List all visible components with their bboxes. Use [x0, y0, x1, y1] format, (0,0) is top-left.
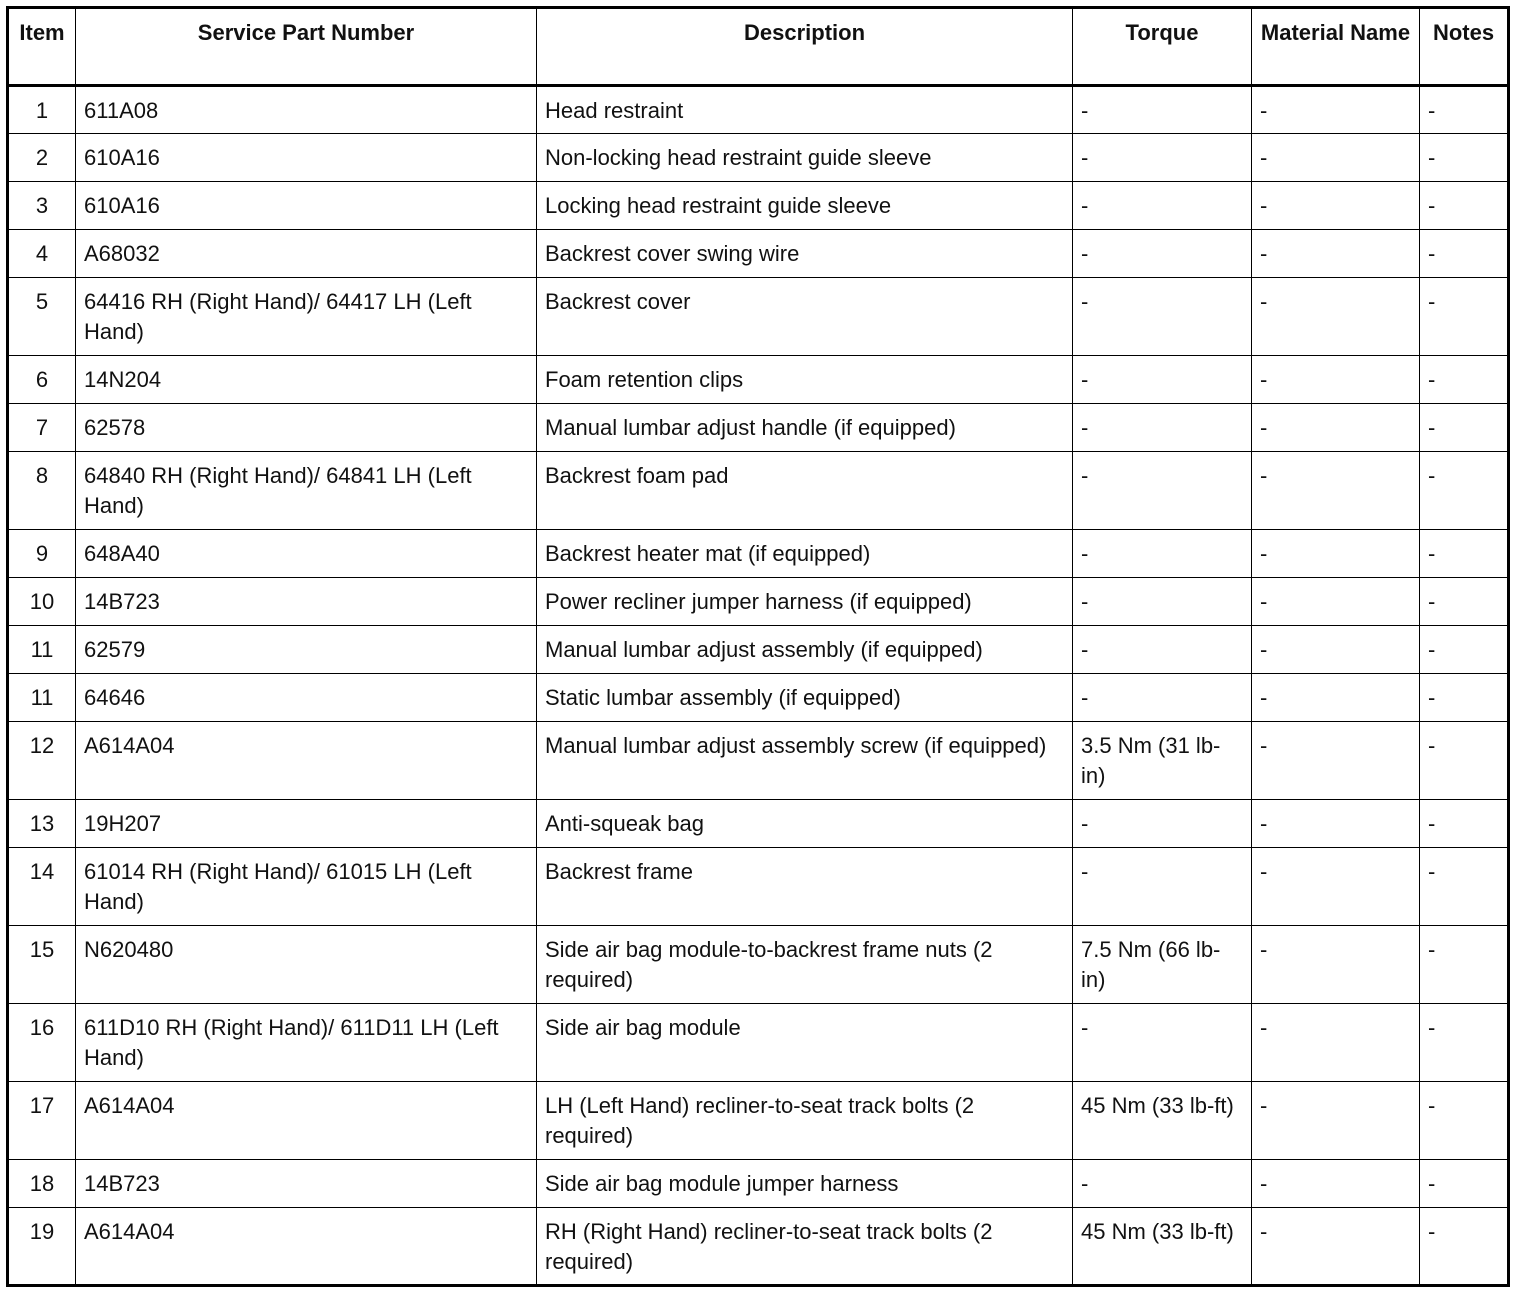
- item-cell: 9: [8, 530, 76, 578]
- header-torque: Torque: [1073, 8, 1252, 86]
- table-row: [8, 404, 1509, 452]
- table-row: [8, 578, 1509, 626]
- torque-cell: -: [1073, 278, 1252, 356]
- description-cell: Manual lumbar adjust handle (if equipped): [537, 404, 1073, 452]
- item-cell: 13: [8, 800, 76, 848]
- header-item: Item: [8, 8, 76, 86]
- notes-cell: -: [1420, 230, 1509, 278]
- part-number-cell: 611A08: [76, 86, 537, 134]
- material-cell: -: [1252, 134, 1420, 182]
- notes-cell: -: [1420, 1004, 1509, 1082]
- description-cell: Side air bag module: [537, 1004, 1073, 1082]
- notes-cell: -: [1420, 452, 1509, 530]
- item-cell: 15: [8, 926, 76, 1004]
- torque-cell: -: [1073, 182, 1252, 230]
- header-notes: Notes: [1420, 8, 1509, 86]
- part-number-cell: A614A04: [76, 1208, 537, 1286]
- description-cell: Backrest cover swing wire: [537, 230, 1073, 278]
- notes-cell: -: [1420, 674, 1509, 722]
- material-cell: -: [1252, 1208, 1420, 1286]
- torque-cell: 45 Nm (33 lb-ft): [1073, 1082, 1252, 1160]
- notes-cell: -: [1420, 404, 1509, 452]
- material-cell: -: [1252, 452, 1420, 530]
- description-cell: Backrest foam pad: [537, 452, 1073, 530]
- notes-cell: -: [1420, 578, 1509, 626]
- material-cell: -: [1252, 722, 1420, 800]
- item-cell: 3: [8, 182, 76, 230]
- part-number-cell: 648A40: [76, 530, 537, 578]
- table-row: [8, 530, 1509, 578]
- part-number-cell: 64416 RH (Right Hand)/ 64417 LH (Left Hand): [76, 278, 537, 356]
- table-header-row: [8, 8, 1509, 86]
- part-number-cell: 62578: [76, 404, 537, 452]
- description-cell: Manual lumbar adjust assembly screw (if equipped): [537, 722, 1073, 800]
- part-number-cell: 62579: [76, 626, 537, 674]
- torque-cell: -: [1073, 1004, 1252, 1082]
- part-number-cell: 610A16: [76, 134, 537, 182]
- notes-cell: -: [1420, 86, 1509, 134]
- table-row: [8, 356, 1509, 404]
- table-row: [8, 278, 1509, 356]
- item-cell: 6: [8, 356, 76, 404]
- item-cell: 18: [8, 1160, 76, 1208]
- notes-cell: -: [1420, 134, 1509, 182]
- item-cell: 12: [8, 722, 76, 800]
- torque-cell: -: [1073, 1160, 1252, 1208]
- description-cell: Power recliner jumper harness (if equipped): [537, 578, 1073, 626]
- torque-cell: 3.5 Nm (31 lb-in): [1073, 722, 1252, 800]
- item-cell: 10: [8, 578, 76, 626]
- torque-cell: -: [1073, 800, 1252, 848]
- header-description: Description: [537, 8, 1073, 86]
- material-cell: -: [1252, 404, 1420, 452]
- material-cell: -: [1252, 848, 1420, 926]
- item-cell: 14: [8, 848, 76, 926]
- description-cell: Foam retention clips: [537, 356, 1073, 404]
- table-row: [8, 134, 1509, 182]
- description-cell: Static lumbar assembly (if equipped): [537, 674, 1073, 722]
- item-cell: 17: [8, 1082, 76, 1160]
- material-cell: -: [1252, 578, 1420, 626]
- part-number-cell: 14B723: [76, 578, 537, 626]
- notes-cell: -: [1420, 1160, 1509, 1208]
- part-number-cell: 19H207: [76, 800, 537, 848]
- part-number-cell: N620480: [76, 926, 537, 1004]
- description-cell: Head restraint: [537, 86, 1073, 134]
- torque-cell: -: [1073, 86, 1252, 134]
- parts-table: [6, 6, 1510, 1287]
- material-cell: -: [1252, 182, 1420, 230]
- table-row: [8, 1160, 1509, 1208]
- part-number-cell: 64840 RH (Right Hand)/ 64841 LH (Left Hand): [76, 452, 537, 530]
- material-cell: -: [1252, 926, 1420, 1004]
- torque-cell: -: [1073, 578, 1252, 626]
- part-number-cell: 610A16: [76, 182, 537, 230]
- table-row: [8, 674, 1509, 722]
- material-cell: -: [1252, 1004, 1420, 1082]
- description-cell: Side air bag module-to-backrest frame nuts (2 required): [537, 926, 1073, 1004]
- description-cell: Locking head restraint guide sleeve: [537, 182, 1073, 230]
- notes-cell: -: [1420, 722, 1509, 800]
- description-cell: Backrest heater mat (if equipped): [537, 530, 1073, 578]
- notes-cell: -: [1420, 926, 1509, 1004]
- notes-cell: -: [1420, 356, 1509, 404]
- notes-cell: -: [1420, 1082, 1509, 1160]
- table-row: [8, 1208, 1509, 1286]
- item-cell: 16: [8, 1004, 76, 1082]
- table-row: [8, 626, 1509, 674]
- material-cell: -: [1252, 1082, 1420, 1160]
- torque-cell: -: [1073, 356, 1252, 404]
- item-cell: 2: [8, 134, 76, 182]
- description-cell: Side air bag module jumper harness: [537, 1160, 1073, 1208]
- description-cell: Anti-squeak bag: [537, 800, 1073, 848]
- table-row: [8, 452, 1509, 530]
- table-row: [8, 182, 1509, 230]
- torque-cell: 7.5 Nm (66 lb-in): [1073, 926, 1252, 1004]
- notes-cell: -: [1420, 530, 1509, 578]
- item-cell: 4: [8, 230, 76, 278]
- material-cell: -: [1252, 800, 1420, 848]
- torque-cell: -: [1073, 848, 1252, 926]
- notes-cell: -: [1420, 800, 1509, 848]
- description-cell: LH (Left Hand) recliner-to-seat track bolts (2 required): [537, 1082, 1073, 1160]
- item-cell: 11: [8, 626, 76, 674]
- item-cell: 19: [8, 1208, 76, 1286]
- torque-cell: -: [1073, 404, 1252, 452]
- part-number-cell: A614A04: [76, 722, 537, 800]
- notes-cell: -: [1420, 848, 1509, 926]
- torque-cell: -: [1073, 230, 1252, 278]
- description-cell: Backrest cover: [537, 278, 1073, 356]
- table-row: [8, 926, 1509, 1004]
- description-cell: Manual lumbar adjust assembly (if equipped): [537, 626, 1073, 674]
- description-cell: RH (Right Hand) recliner-to-seat track bolts (2 required): [537, 1208, 1073, 1286]
- table-row: [8, 722, 1509, 800]
- description-cell: Backrest frame: [537, 848, 1073, 926]
- material-cell: -: [1252, 530, 1420, 578]
- table-row: [8, 800, 1509, 848]
- part-number-cell: 64646: [76, 674, 537, 722]
- torque-cell: 45 Nm (33 lb-ft): [1073, 1208, 1252, 1286]
- part-number-cell: 14N204: [76, 356, 537, 404]
- item-cell: 8: [8, 452, 76, 530]
- notes-cell: -: [1420, 278, 1509, 356]
- torque-cell: -: [1073, 626, 1252, 674]
- notes-cell: -: [1420, 1208, 1509, 1286]
- material-cell: -: [1252, 626, 1420, 674]
- item-cell: 1: [8, 86, 76, 134]
- material-cell: -: [1252, 86, 1420, 134]
- item-cell: 7: [8, 404, 76, 452]
- table-row: [8, 1004, 1509, 1082]
- part-number-cell: 14B723: [76, 1160, 537, 1208]
- torque-cell: -: [1073, 134, 1252, 182]
- notes-cell: -: [1420, 182, 1509, 230]
- notes-cell: -: [1420, 626, 1509, 674]
- header-material-name: Material Name: [1252, 8, 1420, 86]
- part-number-cell: 61014 RH (Right Hand)/ 61015 LH (Left Hand): [76, 848, 537, 926]
- description-cell: Non-locking head restraint guide sleeve: [537, 134, 1073, 182]
- torque-cell: -: [1073, 674, 1252, 722]
- torque-cell: -: [1073, 530, 1252, 578]
- torque-cell: -: [1073, 452, 1252, 530]
- item-cell: 5: [8, 278, 76, 356]
- part-number-cell: A68032: [76, 230, 537, 278]
- part-number-cell: A614A04: [76, 1082, 537, 1160]
- table-row: [8, 1082, 1509, 1160]
- header-service-part-number: Service Part Number: [76, 8, 537, 86]
- item-cell: 11: [8, 674, 76, 722]
- material-cell: -: [1252, 356, 1420, 404]
- table-row: [8, 86, 1509, 134]
- material-cell: -: [1252, 230, 1420, 278]
- material-cell: -: [1252, 674, 1420, 722]
- table-row: [8, 848, 1509, 926]
- material-cell: -: [1252, 278, 1420, 356]
- part-number-cell: 611D10 RH (Right Hand)/ 611D11 LH (Left Hand): [76, 1004, 537, 1082]
- table-row: [8, 230, 1509, 278]
- material-cell: -: [1252, 1160, 1420, 1208]
